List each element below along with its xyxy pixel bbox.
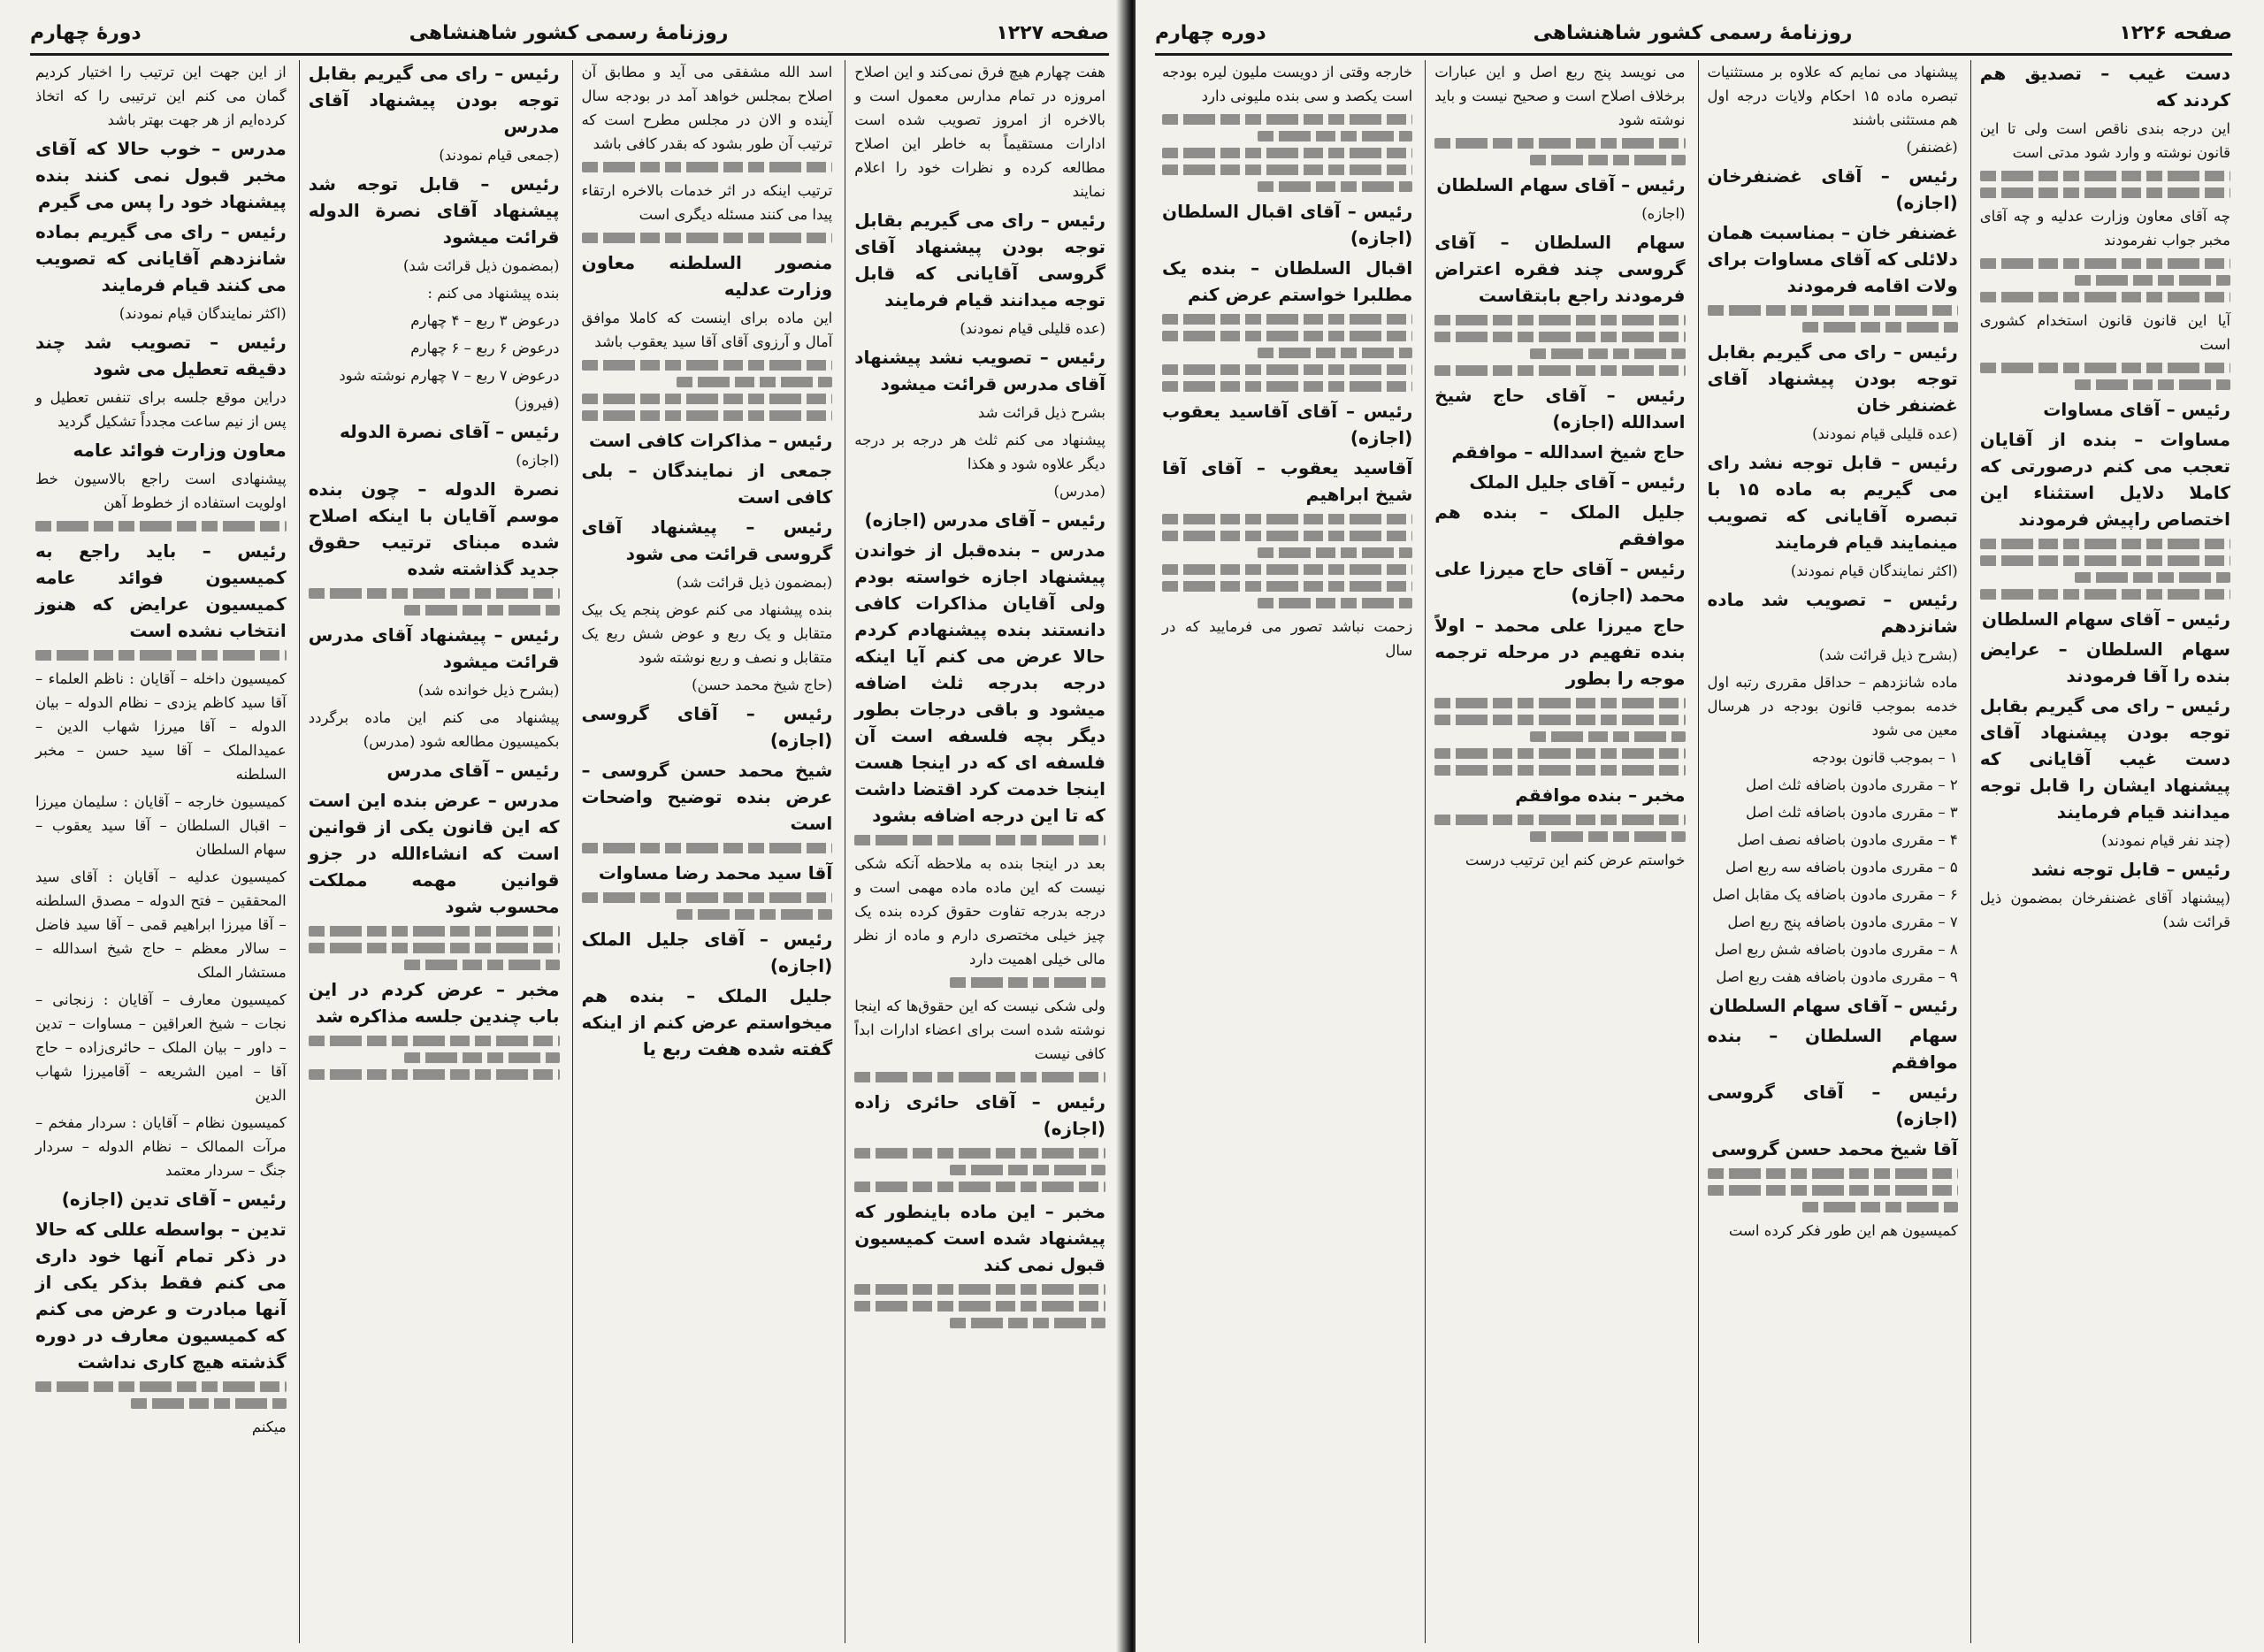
speaker-line: غضنفر خان – بمناسبت همان دلائلی که آقای مساوات برای ولات اقامه فرمودند	[1707, 222, 1958, 296]
illegible-text-line	[582, 233, 833, 243]
illegible-text-line	[1162, 364, 1412, 375]
illegible-text-line	[1802, 1202, 1958, 1212]
speaker-line: رئیس – آقای مدرس (اجازه)	[864, 509, 1105, 531]
illegible-text-line	[1434, 315, 1685, 325]
paragraph: درعوض ۳ ربع – ۴ چهارم	[410, 312, 560, 329]
paragraph: کمیسیون معارف – آقایان : زنجانی – نجات – شیخ العراقین – مساوات – تدین – داور – بیان الملک – حائری‌زاده – حاج آقا – امین الشریعه – آقامیرزا شهاب الدین	[35, 991, 287, 1104]
illegible-text-line	[1434, 715, 1685, 725]
paragraph: پیشنهاد می نمایم که علاوه بر مستثنیات تبصره ماده ۱۵ احکام ولایات درجه اول هم مستثنی باشند	[1707, 64, 1958, 128]
illegible-text-line	[309, 1069, 560, 1080]
paragraph: کمیسیون نظام – آقایان : سردار مفخم – مرآت الممالک – نظام الدوله – سردار جنگ – سردار معتمد	[35, 1114, 287, 1179]
paragraph: کمیسیون داخله – آقایان : ناظم العلماء – آقا سید کاظم یزدی – نظام الدوله – بیان الدوله – آقا میرزا شهاب الدین – عمیدالملک – آقا سید حسن – مخبر السلطنه	[35, 670, 287, 783]
speaker-line: رئیس – قابل توجه شد پیشنهاد آقای نصرة الدوله قرائت میشود	[308, 173, 560, 248]
illegible-text-line	[854, 835, 1105, 845]
illegible-text-line	[1980, 292, 2230, 302]
paragraph: پیشنهادی است راجع بالاسیون خط اولویت استفاده از خطوط آهن	[35, 470, 287, 511]
paragraph: زحمت نباشد تصور می فرمایید که در سال	[1162, 618, 1413, 659]
speaker-line: سهام السلطان – بنده موافقم	[1707, 1025, 1958, 1073]
illegible-text-line	[1162, 314, 1412, 325]
paragraph: (اکثر نمایندگان قیام نمودند)	[1790, 562, 1958, 579]
illegible-text-line	[1708, 305, 1958, 316]
illegible-text-line	[1258, 598, 1413, 608]
text-column	[299, 60, 565, 1643]
illegible-text-line	[582, 394, 833, 404]
paragraph: ولی شکی نیست که این حقوق‌ها که اینجا نوشته شده است برای اعضاء ادارات ابداً کافی نیست	[854, 998, 1105, 1062]
text-column	[1970, 60, 2236, 1643]
paragraph: ۹ – مقرری مادون باضافه هفت ربع اصل	[1716, 968, 1958, 985]
speaker-line: جمعی از نمایندگان – بلی کافی است	[581, 460, 833, 508]
paragraph: کمیسیون هم این طور فکر کرده است	[1728, 1222, 1958, 1239]
paragraph: (پیشنهاد آقای غضنفرخان بمضمون ذیل قرائت شد)	[1979, 890, 2230, 930]
paragraph: خارجه وقتی از دویست ملیون لیره بودجه است یکصد و سی بنده ملیونی دارد	[1162, 64, 1413, 104]
illegible-text-line	[854, 1148, 1105, 1159]
speaker-line: سهام السلطان – عرایض بنده را آقا فرمودند	[1979, 639, 2230, 686]
paragraph: از این جهت این ترتیب را اختیار کردیم گمان می کنم این ترتیبی را که اتخاذ کرده‌ایم از هر جهت بهتر باشد	[35, 64, 287, 128]
paragraph: (اجازه)	[1641, 205, 1686, 222]
speaker-line: رئیس – پیشنهاد آقای گروسی قرائت می شود	[581, 516, 833, 564]
paragraph: ماده شانزدهم – حداقل مقرری رتبه اول خدمه بموجب قانون بودجه در هرسال معین می شود	[1707, 674, 1958, 738]
text-column	[1425, 60, 1690, 1643]
left-page	[0, 0, 1128, 1652]
paragraph: این درجه بندی ناقص است ولی تا این قانون نوشته و وارد شود مدتی است	[1979, 120, 2230, 161]
paragraph: پیشنهاد می کنم ثلث هر درجه بر درجه دیگر علاوه شود و هکذا	[854, 432, 1105, 472]
illegible-text-line	[1980, 363, 2230, 373]
illegible-text-line	[309, 943, 560, 953]
paragraph: خواستم عرض کنم این ترتیب درست	[1465, 852, 1686, 868]
paragraph: (بمضمون ذیل قرائت شد)	[402, 257, 560, 274]
illegible-text-line	[1162, 531, 1412, 541]
illegible-text-line	[35, 521, 287, 532]
paragraph: ۸ – مقرری مادون باضافه شش ربع اصل	[1714, 941, 1958, 958]
speaker-line: رئیس – آقای تدین (اجازه)	[61, 1189, 287, 1210]
illegible-text-line	[1162, 564, 1412, 575]
illegible-text-line	[309, 1036, 560, 1046]
speaker-line: جلیل الملک – بنده هم موافقم	[1434, 501, 1686, 549]
paragraph: کمیسیون عدلیه – آقایان : آقای سید المحققین – فتح الدوله – مصدق السلطنه – آقا میرزا ابراهیم قمی – آقا سید فاضل – سالار معظم – حاج شیخ اسدالله – مستشار الملک	[35, 868, 287, 981]
left-page-number: صفحه ۱۲۲۷	[996, 21, 1109, 44]
paragraph: ۳ – مقرری مادون باضافه ثلث اصل	[1745, 804, 1958, 821]
paragraph: چه آقای معاون وزارت عدلیه و چه آقای مخبر جواب نفرمودند	[1979, 208, 2230, 249]
text-column	[1698, 60, 1963, 1643]
illegible-text-line	[1162, 148, 1412, 158]
speaker-line: رئیس – قابل توجه نشد رای می گیریم به ماده ۱۵ با تبصره آقایانی که تصویب مینمایند قیام فرمایند	[1707, 452, 1958, 553]
illegible-text-line	[1258, 181, 1413, 192]
speaker-line: اقبال السلطان – بنده یک مطلبرا خواستم عرض کنم	[1162, 257, 1413, 305]
paragraph: (فیروز)	[514, 394, 560, 411]
paragraph: بنده پیشنهاد می کنم عوض پنجم یک بیک متقابل و یک ربع و عوض شش ربع یک متقابل و نصف و ربع نوشته شود	[581, 601, 833, 666]
illegible-text-line	[950, 1165, 1105, 1175]
illegible-text-line	[35, 650, 287, 661]
illegible-text-line	[854, 1072, 1105, 1082]
paragraph: پیشنهاد می کنم این ماده برگردد بکمیسیون مطالعه شود (مدرس)	[308, 709, 560, 750]
speaker-line: معاون وزارت فوائد عامه	[73, 440, 287, 461]
text-column	[27, 60, 292, 1643]
paragraph: اسد الله مشفقی می آید و مطابق آن اصلاح بمجلس خواهد آمد در بودجه سال آینده و الان در مجلس مطرح است که ترتیب آن طور بشود که بقدر کافی باشد	[581, 64, 833, 152]
paragraph: (جمعی قیام نمودند)	[439, 147, 560, 164]
illegible-text-line	[950, 977, 1105, 988]
speaker-line: مساوات – بنده از آقایان تعجب می کنم درصورتی که کاملا دلایل استثناء این اختصاص راپیش فرمودند	[1979, 429, 2230, 530]
paragraph: این ماده برای اینست که کاملا موافق آمال و آرزوی آقای آقا سید یعقوب باشد	[581, 310, 833, 350]
illegible-text-line	[854, 1182, 1105, 1192]
illegible-text-line	[582, 843, 833, 853]
illegible-text-line	[1530, 155, 1686, 165]
speaker-line: آقاسید یعقوب – آقای آقا شیخ ابراهیم	[1162, 457, 1413, 505]
speaker-line: رئیس – آقای آقاسید یعقوب (اجازه)	[1162, 401, 1413, 448]
illegible-text-line	[1162, 114, 1412, 125]
speaker-line: رئیس – مذاکرات کافی است	[588, 430, 833, 451]
illegible-text-line	[582, 410, 833, 421]
paragraph: (حاج شیخ محمد حسن)	[692, 677, 833, 693]
speaker-line: مخبر – بنده موافقم	[1515, 784, 1686, 806]
illegible-text-line	[1980, 589, 2230, 600]
speaker-line: رئیس – تصویب نشد پیشنهاد آقای مدرس قرائت میشود	[854, 347, 1105, 394]
speaker-line: رئیس – آقای گروسی (اجازه)	[581, 703, 833, 751]
left-page-columns	[27, 60, 1111, 1643]
speaker-line: رئیس – آقای جلیل الملک (اجازه)	[581, 929, 833, 976]
paragraph: (چند نفر قیام نمودند)	[2101, 832, 2230, 849]
illegible-text-line	[2075, 379, 2230, 390]
paragraph: ۱ – بموجب قانون بودجه	[1811, 749, 1958, 766]
illegible-text-line	[1802, 322, 1958, 333]
illegible-text-line	[854, 1301, 1105, 1312]
illegible-text-line	[1434, 365, 1685, 376]
illegible-text-line	[1162, 164, 1412, 175]
paragraph: (اجازه)	[516, 452, 560, 469]
speaker-line: رئیس – آقای مدرس	[386, 760, 560, 781]
speaker-line: رئیس – آقای سهام السلطان	[1436, 174, 1686, 195]
paragraph: کمیسیون خارجه – آقایان : سلیمان میرزا – اقبال السلطان – آقا سید یعقوب – سهام السلطان	[35, 793, 287, 858]
illegible-text-line	[2075, 275, 2230, 286]
speaker-line: رئیس – تصویب شد ماده شانزدهم	[1707, 589, 1958, 637]
illegible-text-line	[1980, 555, 2230, 566]
illegible-text-line	[404, 1052, 560, 1063]
right-page-title: روزنامهٔ رسمی کشور شاهنشاهی	[1533, 21, 1853, 44]
illegible-text-line	[404, 605, 560, 616]
speaker-line: مخبر – عرض کردم در این باب چندین جلسه مذاکره شد	[308, 979, 560, 1027]
paragraph: می نویسد پنج ربع اصل و این عبارات برخلاف اصلاح است و صحیح نیست و باید نوشته شود	[1434, 64, 1686, 128]
paragraph: بنده پیشنهاد می کنم :	[427, 285, 560, 302]
speaker-line: حاج شیخ اسدالله – موافقم	[1451, 441, 1686, 463]
illegible-text-line	[677, 909, 832, 920]
illegible-text-line	[1434, 698, 1685, 708]
speaker-line: رئیس – آقای حاج شیخ اسدالله (اجازه)	[1434, 385, 1686, 432]
illegible-text-line	[950, 1318, 1105, 1328]
speaker-line: رئیس – رای می گیریم بقابل توجه بودن پیشنهاد آقای مدرس	[308, 63, 560, 137]
text-column	[572, 60, 838, 1643]
illegible-text-line	[1980, 187, 2230, 198]
speaker-line: رئیس – آقای سهام السلطان	[1709, 995, 1958, 1016]
right-page-volume: دوره چهارم	[1155, 21, 1266, 44]
right-page	[1136, 0, 2264, 1652]
speaker-line: رئیس – آقای اقبال السلطان (اجازه)	[1162, 201, 1413, 249]
speaker-line: نصرة الدوله – چون بنده موسم آقایان با اینکه اصلاح شده مبنای ترتیب حقوق جدید گذاشته شده	[308, 478, 560, 579]
illegible-text-line	[677, 377, 832, 387]
illegible-text-line	[404, 960, 560, 970]
illegible-text-line	[131, 1398, 287, 1409]
paragraph: (عده قلیلی قیام نمودند)	[960, 320, 1105, 337]
paragraph: درعوض ۶ ربع – ۶ چهارم	[410, 340, 560, 356]
paragraph: (عده قلیلی قیام نمودند)	[1812, 425, 1958, 442]
speaker-line: رئیس – آقای گروسی (اجازه)	[1707, 1082, 1958, 1129]
right-page-columns	[1153, 60, 2236, 1643]
paragraph: (مدرس)	[1053, 483, 1105, 500]
illegible-text-line	[582, 162, 833, 172]
paragraph: (بشرح ذیل خوانده شد)	[417, 682, 560, 699]
speaker-line: شیخ محمد حسن گروسی – عرض بنده توضیح واضحات است	[581, 760, 833, 834]
paragraph: هفت چهارم هیچ فرق نمی‌کند و این اصلاح امروزه در تمام مدارس معمول است و بالاخره از امروز تصویب شده است ادارات مستقیماً به خاطر این اصلاح مطالعه کرده و نظرات خود را اعلام نمایند	[854, 64, 1105, 200]
text-column	[845, 60, 1111, 1643]
speaker-line: منصور السلطنه معاون وزارت عدلیه	[581, 252, 833, 300]
illegible-text-line	[2075, 572, 2230, 583]
speaker-line: رئیس – آقای نصرة الدوله	[339, 421, 560, 442]
paragraph: دراین موقع جلسه برای تنفس تعطیل و پس از نیم ساعت مجدداً تشکیل گردید	[35, 389, 287, 430]
speaker-line: رئیس – آقای مساوات	[2043, 399, 2230, 420]
speaker-line: رئیس – پیشنهاد آقای مدرس قرائت میشود	[308, 624, 560, 672]
speaker-line: سهام السلطان – آقای گروسی چند فقره اعتراض فرمودند راجع بابتقاست	[1434, 232, 1686, 306]
paragraph: ۷ – مقرری مادون باضافه پنج ربع اصل	[1727, 914, 1958, 930]
illegible-text-line	[582, 360, 833, 371]
speaker-line: مدرس – عرض بنده این است که این قانون یکی از قوانین است که انشاءالله در جزو قوانین مهمه مملکت محسوب شود	[308, 790, 560, 917]
paragraph: ۵ – مقرری مادون باضافه سه ربع اصل	[1725, 859, 1958, 876]
paragraph: بعد در اینجا بنده به ملاحظه آنکه شکی نیست که این ماده ماده مهمی است و درجه بدرجه تفاوت حقوق کرده بنده یک چیز خیلی مختصری دارم و ماده از نظر مالی خیلی اهمیت دارد	[854, 855, 1105, 967]
paragraph: (بمضمون ذیل قرائت شد)	[676, 574, 833, 591]
illegible-text-line	[1162, 581, 1412, 592]
illegible-text-line	[1530, 731, 1686, 742]
paragraph: میکنم	[251, 1419, 287, 1435]
speaker-line: رئیس – رای می گیریم بقابل توجه بودن پیشنهاد آقای گروسی آقایانی که قابل توجه میدانند قیام فرمایند	[854, 210, 1105, 310]
illegible-text-line	[1258, 131, 1413, 141]
paragraph: درعوض ۷ ربع – ۷ چهارم نوشته شود	[339, 367, 560, 384]
speaker-line: رئیس – آقای سهام السلطان	[1981, 608, 2230, 630]
speaker-line: رئیس – رای می گیریم بقابل توجه بودن پیشنهاد آقای دست غیب آقایانی که پیشنهاد ایشان را قابل توجه میدانند قیام فرمایند	[1979, 695, 2230, 822]
illegible-text-line	[1980, 171, 2230, 181]
illegible-text-line	[1162, 331, 1412, 341]
speaker-line: رئیس – آقای جلیل الملک	[1469, 471, 1686, 493]
illegible-text-line	[1434, 138, 1685, 149]
illegible-text-line	[1258, 348, 1413, 358]
illegible-text-line	[1434, 765, 1685, 776]
illegible-text-line	[309, 926, 560, 937]
illegible-text-line	[1162, 381, 1412, 392]
left-page-title: روزنامهٔ رسمی کشور شاهنشاهی	[409, 21, 729, 44]
paragraph: ۴ – مقرری مادون باضافه نصف اصل	[1737, 831, 1958, 848]
text-column	[1153, 60, 1418, 1643]
illegible-text-line	[309, 588, 560, 599]
paragraph: آیا این قانون قانون استخدام کشوری است	[1979, 312, 2230, 353]
left-page-header	[30, 12, 1109, 56]
speaker-line: رئیس – آقای حائری زاده (اجازه)	[854, 1091, 1105, 1139]
illegible-text-line	[1434, 815, 1685, 825]
paragraph: (بشرح ذیل قرائت شد)	[1818, 646, 1958, 663]
paragraph: ترتیب اینکه در اثر خدمات بالاخره ارتقاء پیدا می کنند مسئله دیگری است	[581, 182, 833, 223]
speaker-line: رئیس – قابل توجه نشد	[2031, 859, 2230, 880]
speaker-line: رئیس – آقای حاج میرزا علی محمد (اجازه)	[1434, 558, 1686, 606]
speaker-line: جلیل الملک – بنده هم میخواستم عرض کنم از اینکه گفته شده هفت ربع یا	[581, 985, 833, 1059]
paragraph: بشرح ذیل قرائت شد	[977, 404, 1105, 421]
speaker-line: رئیس – تصویب شد چند دقیقه تعطیل می شود	[35, 332, 287, 379]
speaker-line: دست غیب – تصدیق هم کردند که	[1979, 63, 2230, 111]
speaker-line: رئیس – رای می گیریم بماده شانزدهم آقایانی که تصویب می کنند قیام فرمایند	[35, 221, 287, 295]
paragraph: (اکثر نمایندگان قیام نمودند)	[119, 305, 287, 322]
speaker-line: آقا سید محمد رضا مساوات	[598, 862, 833, 883]
left-page-volume: دورهٔ چهارم	[30, 21, 142, 44]
right-page-header	[1155, 12, 2232, 56]
paragraph: ۲ – مقرری مادون باضافه ثلث اصل	[1745, 776, 1958, 793]
speaker-line: رئیس – باید راجع به کمیسیون فوائد عامه کمیسیون عرایض که هنوز انتخاب نشده است	[35, 540, 287, 641]
illegible-text-line	[1980, 258, 2230, 269]
illegible-text-line	[1258, 547, 1413, 558]
speaker-line: تدین – بواسطه عللی که حالا در ذکر تمام آنها خود داری می کنم فقط بذکر یکی از آنها مبادرت و عرض می کنم که کمیسیون معارف در دوره گذشته هیچ کاری نداشت	[35, 1219, 287, 1373]
speaker-line: مدرس – بنده‌قبل از خواندن پیشنهاد اجازه خواسته بودم ولی آقایان مذاکرات کافی دانستند بنده پیشنهادم کردم حالا عرض می کنم آیا اینکه درجه بدرجه ثلث اضافه میشود و باقی درجات بطور دیگر بچه فلسفه است آن فلسفه ای که در اینجا هست اینجا خدمت کرد اقتضا داشت که تا این درجه اضافه بشود	[854, 539, 1105, 826]
illegible-text-line	[1434, 748, 1685, 759]
speaker-line: مخبر – این ماده باینطور که پیشنهاد شده است کمیسیون قبول نمی کند	[854, 1201, 1105, 1275]
speaker-line: رئیس – رای می گیریم بقابل توجه بودن پیشنهاد آقای غضنفر خان	[1707, 341, 1958, 416]
illegible-text-line	[1530, 348, 1686, 359]
illegible-text-line	[1530, 831, 1686, 842]
illegible-text-line	[1980, 539, 2230, 549]
illegible-text-line	[1434, 332, 1685, 342]
speaker-line: رئیس – آقای غضنفرخان (اجازه)	[1707, 165, 1958, 213]
illegible-text-line	[854, 1284, 1105, 1295]
illegible-text-line	[35, 1381, 287, 1392]
paragraph: ۶ – مقرری مادون باضافه یک مقابل اصل	[1712, 886, 1958, 903]
illegible-text-line	[1162, 514, 1412, 524]
illegible-text-line	[582, 892, 833, 903]
illegible-text-line	[1708, 1168, 1958, 1179]
speaker-line: حاج میرزا علی محمد – اولاً بنده تفهیم در مرحله ترجمه موجه را بطور	[1434, 615, 1686, 689]
speaker-line: آقا شیخ محمد حسن گروسی	[1711, 1138, 1958, 1159]
illegible-text-line	[1708, 1185, 1958, 1196]
speaker-line: مدرس – خوب حالا که آقای مخبر قبول نمی کنند بنده پیشنهاد خود را پس می گیرم	[35, 138, 287, 212]
paragraph: (غضنفر)	[1906, 139, 1958, 156]
right-page-number: صفحه ۱۲۲۶	[2119, 21, 2232, 44]
